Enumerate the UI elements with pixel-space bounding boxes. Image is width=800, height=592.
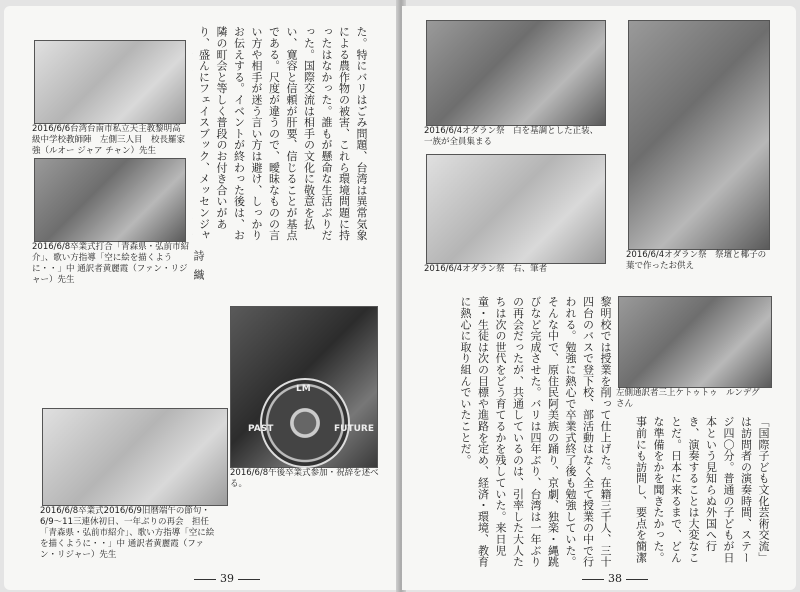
photo-rehearsal (34, 158, 186, 242)
caption-altar-offerings: 2016/6/4オダラン祭 祭壇と椰子の葉で作ったお供え (626, 250, 767, 271)
photo-odalan-author (426, 154, 606, 264)
right-body-text-bottom: 黎明校では授業を削って仕上げた。在籍三千人、三十四台のバスで登下校、部活動はなく全て授業の中で行われる。勉強に熱心で卒業式終了後も勉強していた。そんな中で、原住民阿美族の踊り、京劇、独楽・縄跳びなど完成させた。バリは四年ぶり、台湾は一年ぶりの再会だったが、共通しているのは、引率した大人たちは次の世代をどう育てるかを残していた。来日児童・生徒は次の目標や進路を定め、経済・環境、教育に熱心に取り組んでいたことだ。 (459, 296, 612, 568)
caption-teachers: 2016/6/6台湾台南市私立天主教黎明高級中学校教師陣 左側三人目 校長羅家強（ルオー ジャア チャン）先生 (32, 124, 186, 156)
caption-odalan-author: 2016/6/4オダラン祭 右、筆者 (424, 264, 548, 274)
emblem-top-text: LM (296, 384, 311, 394)
caption-ceremony: 2016/6/8午後卒業式参加・祝辞を述べる。 (230, 468, 379, 489)
photo-interpreter (618, 296, 772, 388)
emblem-right-text: FUTURE (334, 424, 374, 434)
right-page (402, 6, 796, 590)
photo-altar-offerings (628, 20, 770, 250)
emblem-left-text: PAST (248, 424, 274, 434)
photo-teachers-group (34, 40, 186, 124)
left-body-text: た。特にバリはごみ問題、台湾は異常気象による農作物の被害、これら環境問題に持ったはなかった。誰もが懸命な生活ぶりだった。国際交流は相手の文化に敬意を払い、寛容と信頼が肝要、信じることが基点である。尺度が違うので、曖昧なものの言い方や相手が迷う言い方は避け、しっかりお伝えする。イベントが終わった後は、お隣の町会と等しく普段のお付き合いがあり、盛んにフェイスブック、メッセンジャ (192, 26, 370, 244)
photo-odalan-family (426, 20, 606, 126)
left-page (4, 6, 398, 590)
signature-title-inline (192, 26, 193, 235)
right-page-number (578, 572, 652, 585)
caption-class-reunion: 2016/6/8卒業式2016/6/9旧暦端午の節句・6/9〜11三連休初日、一年ぶりの再会 担任「青森県・弘前市紹介」、歌い方指導「空に絵を描くように・・」中 通訳者黄麗霞（ファン・リジャー）先生 (40, 506, 215, 560)
caption-odalan-family: 2016/6/4オダラン祭 白を基調とした正装、一族が全員集まる (424, 126, 599, 147)
caption-interpreter: 左側通訳者三上ケトゥトゥ ルンデグさん (616, 388, 760, 409)
signature-name: 詩織 (192, 250, 205, 288)
photo-class-reunion (42, 408, 228, 506)
left-page-number-value: 39 (220, 572, 234, 585)
left-page-number (190, 572, 264, 585)
caption-rehearsal: 2016/6/8卒業式打合「青森県・弘前市紹介」、歌い方指導「空に絵を描くように・・」中 通訳者黄麗霞（ファン・リジャー）先生 (32, 242, 190, 285)
right-body-text-top: 「国際子ども文化芸術交流」は訪問者の演奏時間、ステージ四〇分。普通の子どもが日本という見知らぬ外国へ行き、演奏することは大変なことだ。日本に来るまで、どんな準備をかを聞きたかった。事前にも訪問し、要点を簡潔 (634, 416, 770, 563)
right-page-number-value: 38 (608, 572, 622, 585)
